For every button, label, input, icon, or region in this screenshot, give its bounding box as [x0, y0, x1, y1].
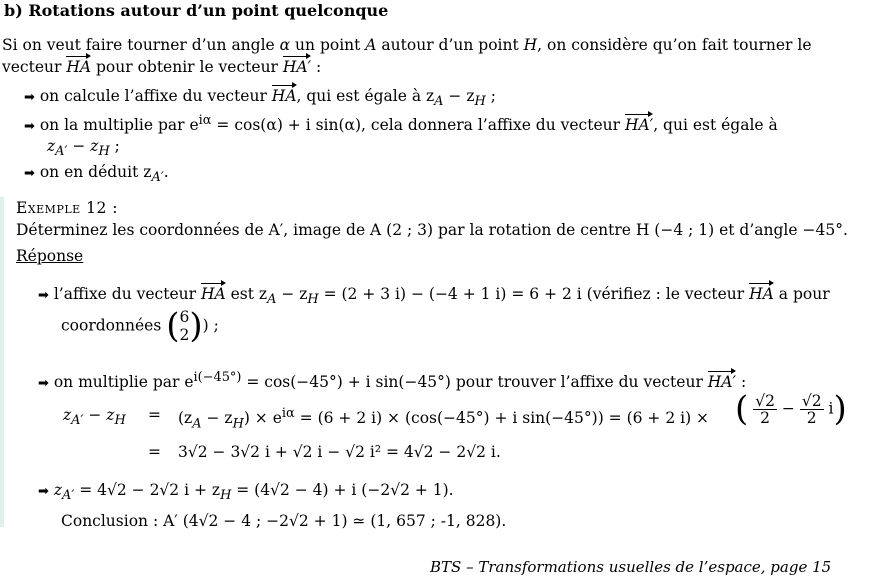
answer-step-1-line-2 — [61, 306, 219, 347]
step-text: z — [53, 481, 63, 499]
step-text: a pour — [773, 285, 830, 303]
subscript: H — [220, 488, 232, 504]
bullet-text: on en déduit z — [39, 163, 152, 181]
example-statement: Déterminez les coordonnées de A′, image de A (2 ; 3) par la rotation de centre H (−4 ; 1) et d’angle −45°. — [16, 221, 848, 239]
bullet-2 — [24, 113, 778, 135]
bullet-3 — [24, 163, 169, 186]
step-text: on multiplie par e — [53, 373, 194, 392]
intro-text: Si on veut faire tourner d’un angle — [2, 36, 280, 54]
equation-1-rhs — [178, 406, 709, 432]
eq-text: ) × e — [243, 409, 282, 428]
eq-text: = (6 + 2 i) × (cos(−45°) + i sin(−45°)) = (6 + 2 i) × — [294, 409, 710, 428]
bullet-text: − z — [443, 87, 475, 105]
arrow-bullet-icon: ➡ — [24, 166, 35, 181]
eq-text: (z — [178, 409, 193, 428]
fraction-numerator: √2 — [801, 391, 822, 410]
intro-text: un point — [290, 36, 366, 54]
bullet-text: − z — [67, 137, 99, 155]
superscript: iα — [281, 406, 295, 421]
bullet-text: ; — [485, 87, 496, 105]
vector-ha-prime: HA′ — [624, 116, 654, 135]
answer-step-1 — [38, 285, 830, 308]
subscript: H — [98, 144, 110, 160]
vector-ha: HA — [200, 285, 226, 303]
column-vector — [179, 308, 189, 345]
intro-text: , on considère qu’on fait tourner le — [537, 36, 812, 54]
eq-text: − z — [201, 409, 233, 428]
vector-ha-prime: HA′ — [282, 58, 312, 76]
bullet-text: . — [163, 163, 169, 181]
fraction-numerator: √2 — [755, 391, 775, 410]
fraction-denominator: 2 — [760, 408, 771, 427]
bullet-text: z — [47, 137, 56, 155]
eq-text: z — [63, 406, 72, 424]
vector-ha: HA — [66, 58, 92, 76]
subscript: A — [267, 292, 277, 308]
subscript: A′ — [151, 170, 164, 186]
arrow-bullet-icon: ➡ — [38, 376, 49, 392]
equation-2-equals: = — [148, 443, 161, 461]
vector-component: 2 — [179, 326, 190, 345]
intro-text: vecteur — [2, 58, 67, 76]
arrow-bullet-icon: ➡ — [38, 288, 49, 303]
arrow-bullet-icon: ➡ — [38, 484, 49, 499]
intro-line-2 — [2, 58, 321, 77]
page-footer: BTS – Transformations usuelles de l’espace, page 15 — [430, 558, 832, 576]
step-text: coordonnées — [61, 316, 162, 335]
subscript: H — [232, 416, 244, 432]
subscript: A — [434, 94, 444, 110]
vector-ha-prime: HA′ — [707, 373, 737, 392]
imaginary-unit: i — [828, 399, 834, 418]
eq-text: − z — [83, 406, 115, 424]
vector-ha: HA — [749, 285, 774, 303]
step-text: = (4√2 − 4) + i (−2√2 + 1). — [231, 481, 454, 499]
bullet-2-line-2 — [47, 137, 120, 160]
example-margin-bar — [0, 197, 4, 527]
conclusion: Conclusion : A′ (4√2 − 4 ; −2√2 + 1) ≃ (1, 657 ; -1, 828). — [61, 512, 507, 530]
point-a: A — [365, 36, 377, 54]
vector-ha: HA — [271, 87, 297, 105]
vector-component: 6 — [179, 307, 190, 326]
intro-line-1 — [2, 36, 812, 55]
bullet-text: , qui est égale à z — [296, 87, 435, 105]
arrow-bullet-icon: ➡ — [24, 119, 35, 135]
step-text: = 4√2 − 2√2 i + z — [74, 481, 221, 499]
fraction-denominator: 2 — [806, 408, 817, 427]
step-text: = (2 + 3 i) − (−4 + 1 i) = 6 + 2 i (vérifiez : le vecteur — [318, 285, 750, 303]
answer-label: Réponse — [16, 247, 84, 265]
subscript: H — [307, 292, 319, 308]
intro-text: autour d’un point — [376, 36, 524, 54]
subscript: H — [474, 94, 486, 110]
bullet-text: ; — [109, 137, 120, 155]
step-text: − z — [276, 285, 308, 303]
paren-left: ( — [735, 389, 749, 429]
point-h: H — [523, 36, 538, 54]
section-heading: b) Rotations autour d’un point quelconque — [4, 1, 389, 20]
step-text: l’affixe du vecteur — [53, 285, 201, 303]
alpha-symbol: α — [279, 36, 291, 54]
paren-right: ) — [833, 389, 847, 429]
fraction — [753, 393, 777, 427]
fraction — [800, 393, 824, 427]
intro-text: pour obtenir le vecteur — [91, 58, 283, 76]
subscript: A′ — [62, 488, 75, 504]
equation-1-lhs — [63, 406, 126, 429]
intro-text: : — [311, 58, 322, 76]
subscript: A′ — [55, 144, 68, 160]
answer-step-2 — [38, 370, 746, 392]
step-text: = cos(−45°) + i sin(−45°) pour trouver l’affixe du vecteur — [241, 373, 708, 392]
subscript: A — [192, 416, 202, 432]
bullet-text: on calcule l’affixe du vecteur — [39, 87, 272, 105]
step-text: : — [736, 373, 747, 392]
minus-sign: − — [781, 399, 795, 418]
arrow-bullet-icon: ➡ — [24, 90, 35, 105]
paren-right: ) — [189, 306, 203, 346]
paren-left: ( — [166, 306, 180, 346]
example-title: Exemple 12 : — [16, 199, 118, 217]
step-text: ) ; — [202, 316, 219, 335]
equation-1-equals: = — [148, 406, 161, 424]
fraction-expression — [735, 389, 847, 430]
answer-step-3 — [38, 481, 454, 504]
bullet-text: on la multiplie par e — [39, 116, 199, 135]
step-text: est z — [225, 285, 268, 303]
bullet-text: , qui est égale à — [653, 116, 778, 135]
equation-2-rhs: 3√2 − 3√2 i + √2 i − √2 i² = 4√2 − 2√2 i. — [178, 443, 501, 461]
superscript: i(−45°) — [193, 370, 242, 385]
bullet-1 — [24, 87, 496, 110]
superscript: iα — [198, 113, 212, 128]
subscript: H — [114, 413, 126, 429]
bullet-text: = cos(α) + i sin(α), cela donnera l’affixe du vecteur — [211, 116, 625, 135]
subscript: A′ — [71, 413, 84, 429]
